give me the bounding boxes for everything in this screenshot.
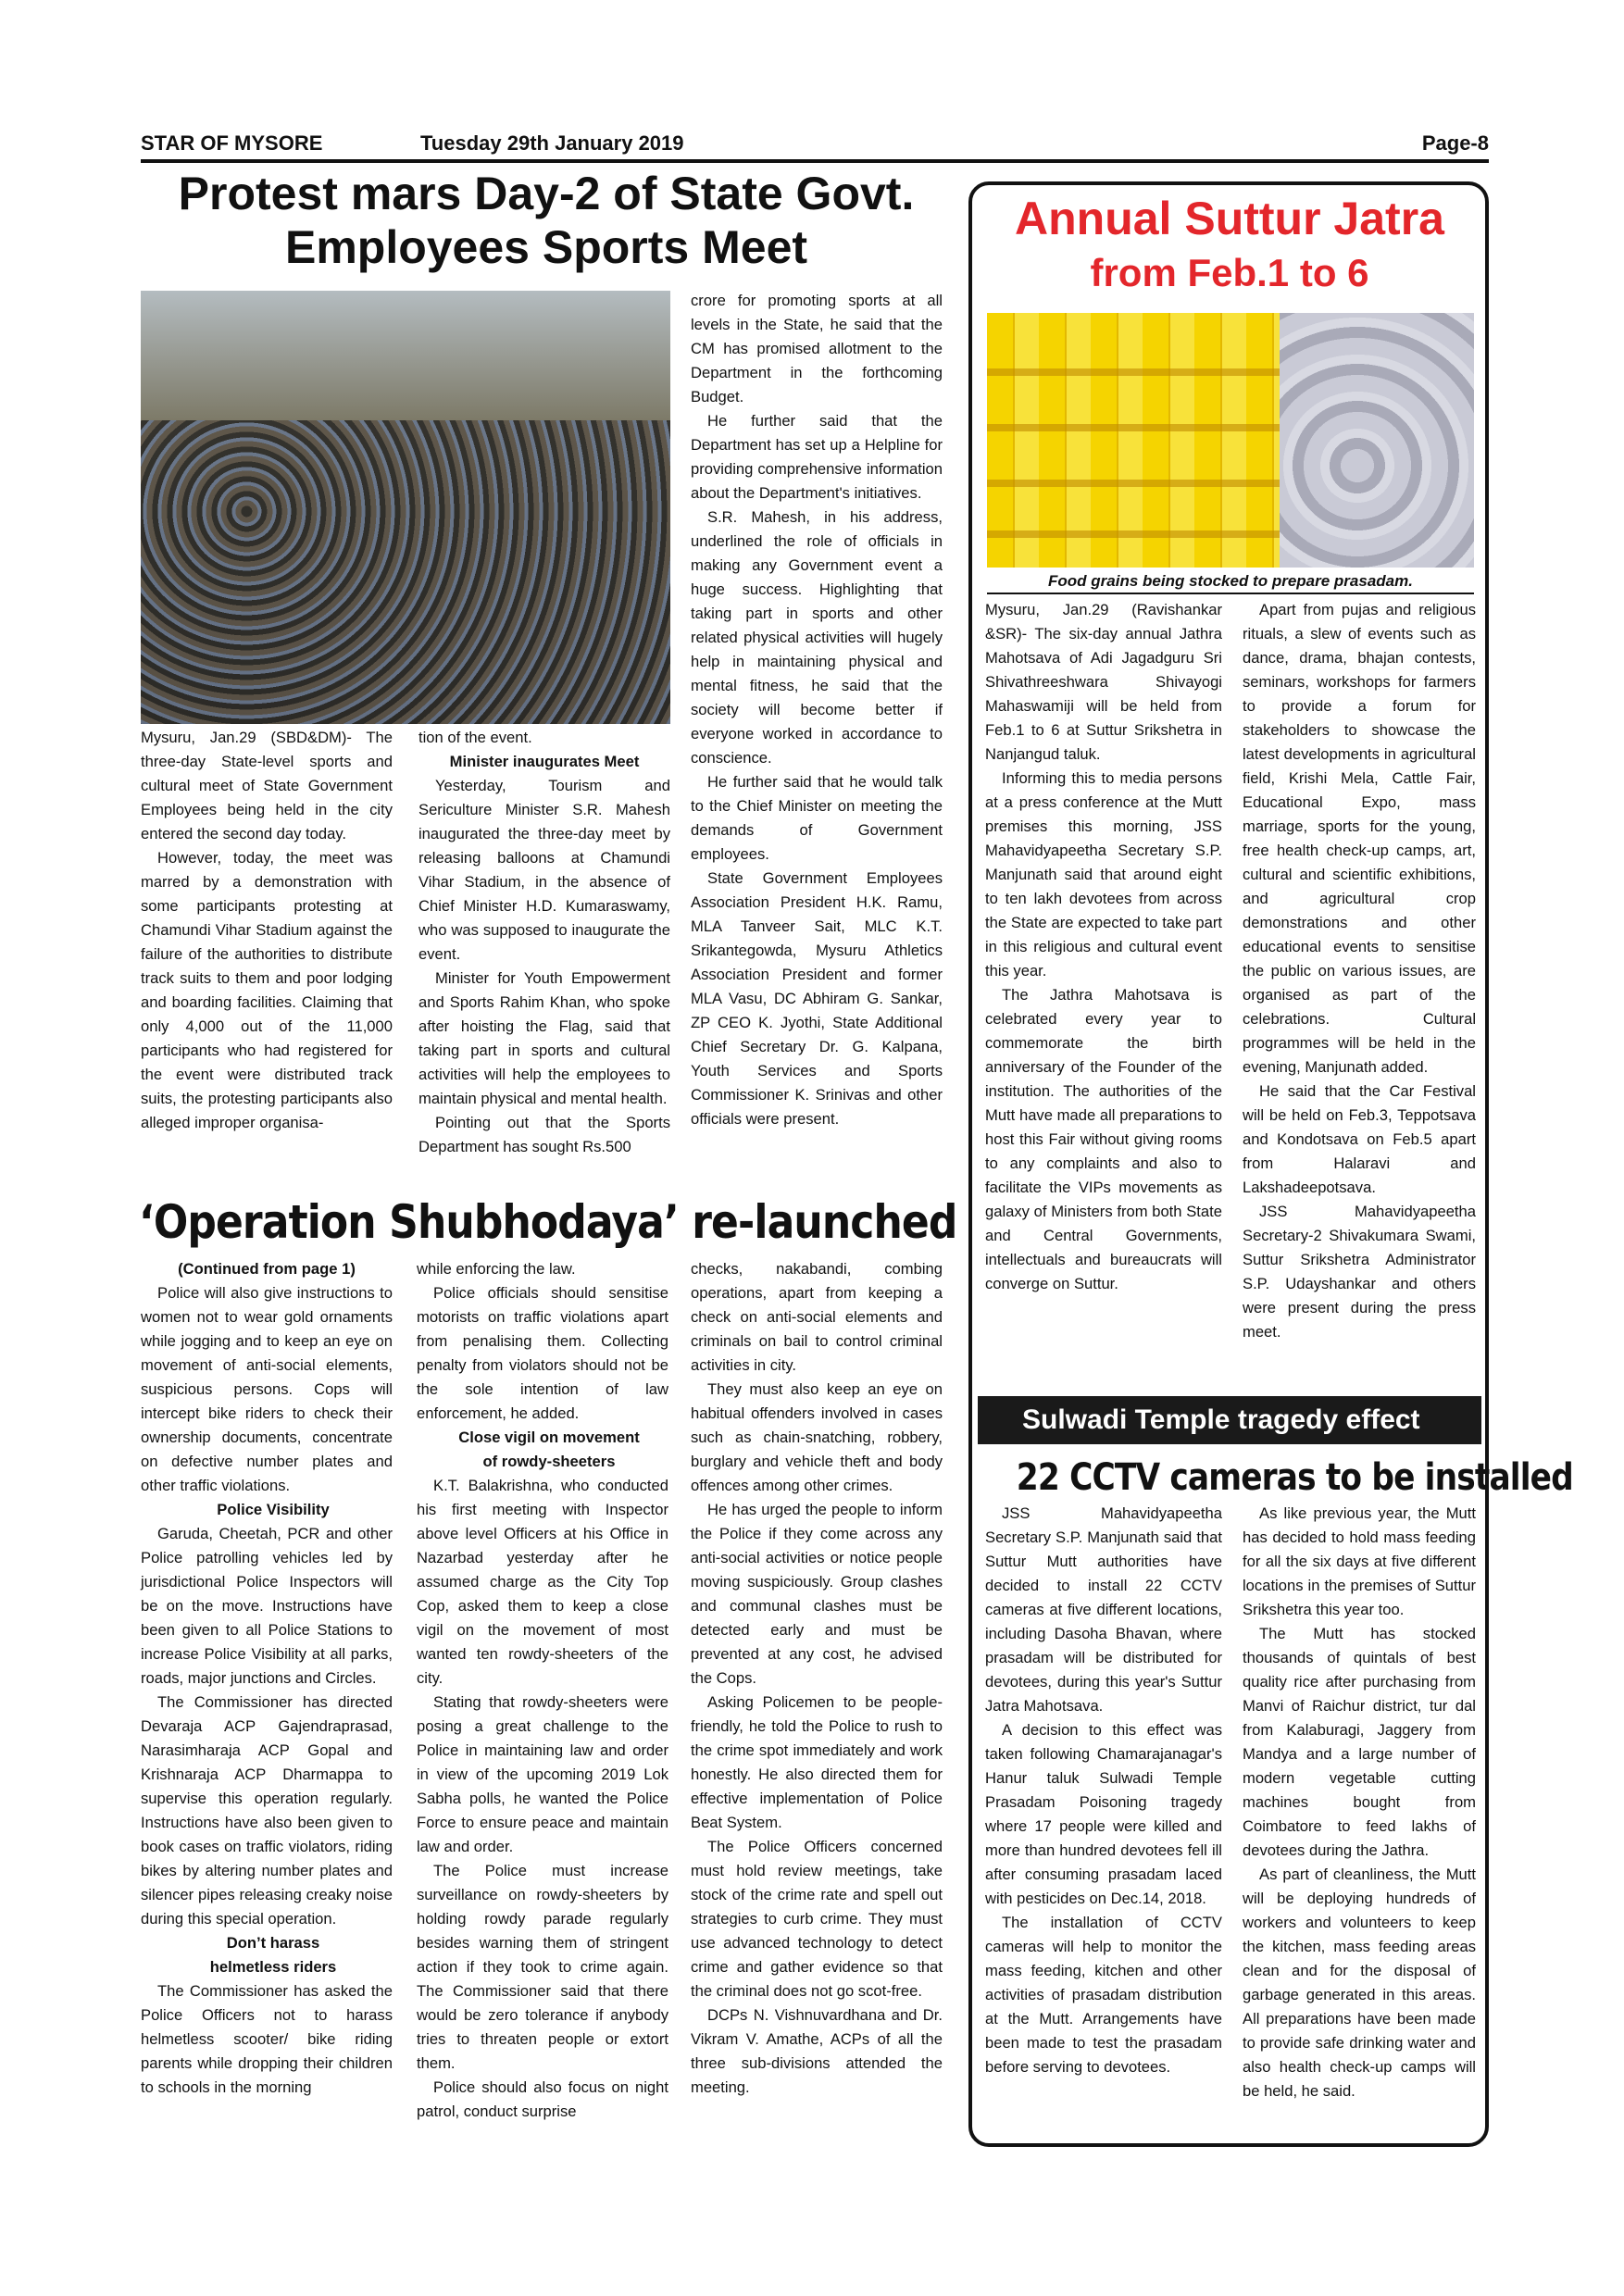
story1-column-2	[418, 726, 670, 1159]
story3-c2-p3: JSS Mahavidyapeetha Secretary-2 Shivakumara Swami, Suttur Srikshetra Administrator S.P. Udayshankar and others were present during the press meet.	[1243, 1203, 1476, 1341]
story3-column-2	[1243, 598, 1476, 1344]
story3-subheadline: from Feb.1 to 6	[1090, 251, 1369, 294]
story2-c2-p1: Police officials should sensitise motorists on traffic violations apart from penalising them. Collecting penalty from violators should not be the sole intention of law enforcement, he added.	[417, 1284, 668, 1422]
story2-column-3	[691, 1257, 943, 2100]
story2-c3-p4: The Police Officers concerned must hold review meetings, take stock of the crime rate and spell out strategies to curb crime. They must use advanced technology to detect crime and gather evidence so that the criminal does not go scot-free.	[691, 1838, 943, 2000]
story2-c1-p4: The Commissioner has asked the Police Officers not to harass helmetless scooter/ bike riding parents while dropping their children to schools in the morning	[141, 1982, 393, 2096]
story2-sub-police-visibility: Police Visibility	[217, 1501, 330, 1518]
sports-meet-protest-photo	[141, 291, 670, 724]
story2-sub-dont-harass: Don’t harass	[226, 1934, 320, 1952]
story3-column-1	[985, 598, 1222, 1296]
paper-name: STAR OF MYSORE	[141, 131, 323, 155]
story2-c2-p3: Stating that rowdy-sheeters were posing a great challenge to the Police in maintaining law and order in view of the upcoming 2019 Lok Sabha polls, he wanted the Police Force to ensure peace and maintain law and order.	[417, 1693, 668, 1855]
story2-column-1	[141, 1257, 393, 2100]
story1-c2-p1: Yesterday, Tourism and Sericulture Minister S.R. Mahesh inaugurated the three-day meet by releasing balloons at Chamundi Vihar Stadium, in the absence of Chief Minister H.D. Kumaraswamy, who was supposed to inaugurate the event.	[418, 777, 670, 963]
story2-sub-helmetless: helmetless riders	[209, 1958, 337, 1976]
story1-c3-p4: State Government Employees Association President H.K. Ramu, MLA Tanveer Sait, MLC K.T. Srikantegowda, Mysuru Athletics Association President and former MLA Vasu, DC Abhiram G. Sankar, ZP CEO K. Jyothi, State Additional Chief Secretary Dr. G. Kalpana, Youth Services and Sports Commissioner K. Srinivas and other officials were present.	[691, 869, 943, 1128]
story2-c3-p3: Asking Policemen to be people-friendly, he told the Police to rush to the crime spot immediately and work honestly. He also directed them for effective implementation of Police Beat System.	[691, 1693, 943, 1831]
story2-continued: (Continued from page 1)	[178, 1260, 356, 1278]
story4-column-1	[985, 1502, 1222, 2079]
story2-sub-close-vigil: Close vigil on movement	[458, 1429, 640, 1446]
story4-c2-p2: The Mutt has stocked thousands of quintals of best quality rice after purchasing from Manvi of Raichur district, tur dal from Kalaburagi, Jaggery from Mandya and a large number of modern vegetable cutting machines bought from Coimbatore to feed lakhs of devotees during the Jathra.	[1243, 1625, 1476, 1859]
story2-c1-p2: Garuda, Cheetah, PCR and other Police patrolling vehicles led by jurisdictional Police Inspectors will be on the move. Instructions have been given to all Police Stations to increase Police Visibility at all parks, roads, major junctions and Circles.	[141, 1525, 393, 1687]
page-number: Page-8	[1421, 131, 1489, 155]
story4-c2-p3: As part of cleanliness, the Mutt will be deploying hundreds of workers and volunteers to keep the kitchen, mass feeding areas clean and for the disposal of garbage generated in this areas. All preparations have been made to provide safe drinking water and also health check-up camps will be held, he said.	[1243, 1866, 1476, 2100]
story3-c2-p1: Apart from pujas and religious rituals, a slew of events such as dance, drama, bhajan contests, seminars, workshops for farmers to provide a forum for stakeholders to showcase the latest developments in agricultural field, Krishi Mela, Cattle Fair, Educational Expo, mass marriage, sports for the young, free health check-up camps, art, cultural and scientific exhibitions, and agricultural crop demonstrations and other educational events to sensitise the public on various issues, are organised as part of the celebrations. Cultural programmes will be held in the evening, Manjunath added.	[1243, 601, 1476, 1076]
story2-c1-p1: Police will also give instructions to women not to wear gold ornaments while jogging and to keep an eye on movement of anti-social elements, suspicious persons. Cops will intercept bike riders to check their ownership documents, concentrate on defective number plates and other traffic violations.	[141, 1284, 393, 1494]
story1-c3-p1: He further said that the Department has set up a Helpline for providing comprehensive information about the Department's initiatives.	[691, 412, 943, 502]
masthead	[141, 131, 1489, 159]
story1-column-1	[141, 726, 393, 1135]
story1-c2-lead: tion of the event.	[418, 729, 532, 746]
story1-c3-lead: crore for promoting sports at all levels in the State, he said that the CM has promised allotment to the Department in the forthcoming Budget.	[691, 292, 943, 406]
story2-c1-p3: The Commissioner has directed Devaraja ACP Gajendraprasad, Narasimharaja ACP Gopal and Krishnaraja ACP Dharmappa to supervise this operation regularly. Instructions have also been given to book cases on traffic violators, riding bikes by altering number plates and silencer pipes releasing creaky noise during this special operation.	[141, 1693, 393, 1928]
story4-c2-p1: As like previous year, the Mutt has decided to hold mass feeding for all the six days at five different locations in the premises of Suttur Srikshetra this year too.	[1243, 1504, 1476, 1618]
story1-c2-p3: Pointing out that the Sports Department has sought Rs.500	[418, 1114, 670, 1155]
story2-column-2	[417, 1257, 668, 2124]
sulwadi-banner: Sulwadi Temple tragedy effect	[978, 1396, 1481, 1444]
story1-headline: Protest mars Day-2 of State Govt. Employees Sports Meet	[178, 168, 915, 273]
story1-c2-p2: Minister for Youth Empowerment and Sports Rahim Khan, who spoke after hoisting the Flag, said that taking part in sports and cultural activities will help the employees to maintain physical and mental health.	[418, 969, 670, 1107]
story2-c3-p2: He has urged the people to inform the Police if they come across any anti-social activities or notice people moving suspiciously. Group clashes and communal clashes must be detected early and must be prevented at any cost, he advised the Cops.	[691, 1501, 943, 1687]
story2-c3-p5: DCPs N. Vishnuvardhana and Dr. Vikram V. Amathe, ACPs of all the three sub-divisions attended the meeting.	[691, 2006, 943, 2096]
story2-c2-p5: Police should also focus on night patrol, conduct surprise	[417, 2078, 668, 2120]
story1-c3-p2: S.R. Mahesh, in his address, underlined the role of officials in making any Government event a huge success. Highlighting that taking part in sports and other related physical activities will hugely help in maintaining physical and mental fitness, he said that the society will become better if everyone worked in accordance to conscience.	[691, 508, 943, 767]
story4-c1-p2: A decision to this effect was taken following Chamarajanagar's Hanur taluk Sulwadi Temple Prasadam Poisoning tragedy where 17 people were killed and more than hundred devotees fell ill after consuming prasadam laced with pesticides on Dec.14, 2018.	[985, 1721, 1222, 1907]
story2-c2-p4: The Police must increase surveillance on rowdy-sheeters by holding rowdy parade regularly besides warning them of stringent action if they took to crime again. The Commissioner said that there would be zero tolerance if anybody tries to threaten people or extort them.	[417, 1862, 668, 2072]
story2-c3-p1: They must also keep an eye on habitual offenders involved in cases such as chain-snatching, robbery, burglary and vehicle theft and body offences among other crimes.	[691, 1380, 943, 1494]
story3-c2-p2: He said that the Car Festival will be held on Feb.3, Teppotsava and Kondotsava on Feb.5 apart from Halaravi and Lakshadeepotsava.	[1243, 1082, 1476, 1196]
story2-c3-lead: checks, nakabandi, combing operations, apart from keeping a check on anti-social elements and criminals on bail to control criminal activities in city.	[691, 1260, 943, 1374]
story2-sub-rowdy-sheeters: of rowdy-sheeters	[482, 1453, 616, 1470]
issue-date: Tuesday 29th January 2019	[420, 131, 684, 155]
story1-c3-p3: He further said that he would talk to the Chief Minister on meeting the demands of Government employees.	[691, 773, 943, 863]
story3-c1-p3: The Jathra Mahotsava is celebrated every year to commemorate the birth anniversary of the Founder of the institution. The authorities of the Mutt have made all preparations to host this Fair without giving rooms to any complaints and also to facilitate the VIPs movements as galaxy of Ministers from both State and Central Governments, intellectuals and bureaucrats will converge on Suttur.	[985, 986, 1222, 1292]
story4-column-2	[1243, 1502, 1476, 2103]
story3-c1-p1: Mysuru, Jan.29 (Ravishankar &SR)- The six-day annual Jathra Mahotsava of Adi Jagadguru Sri Shivathreeshwara Shivayogi Mahaswamiji will be held from Feb.1 to 6 at Suttur Srikshetra in Nanjangud taluk.	[985, 601, 1222, 763]
story1-c1-p1: Mysuru, Jan.29 (SBD&DM)- The three-day State-level sports and cultural meet of State Government Employees being held in the city entered the second day today.	[141, 729, 393, 842]
caption-rule	[987, 593, 1474, 594]
masthead-rule	[141, 159, 1489, 163]
story3-c1-p2: Informing this to media persons at a press conference at the Mutt premises this morning, JSS Mahavidyapeetha Secretary S.P. Manjunath said that around eight to ten lakh devotees from across the State are expected to take part in this religious and cultural event this year.	[985, 769, 1222, 980]
photo-caption: Food grains being stocked to prepare prasadam.	[1048, 572, 1413, 590]
story4-headline: 22 CCTV cameras to be installed	[1016, 1456, 1573, 1499]
story2-headline: ‘Operation Shubhodaya’ re-launched	[139, 1195, 957, 1249]
story2-c2-p2: K.T. Balakrishna, who conducted his first meeting with Inspector above level Officers at his Office in Nazarbad yesterday after he assumed charge as the City Top Cop, asked them to keep a close vigil on the movement of most wanted ten rowdy-sheeters of the city.	[417, 1477, 668, 1687]
story4-c1-p3: The installation of CCTV cameras will help to monitor the mass feeding, kitchen and other activities of prasadam distribution at the Mutt. Arrangements have been made to test the prasadam before serving to devotees.	[985, 1914, 1222, 2076]
story4-c1-p1: JSS Mahavidyapeetha Secretary S.P. Manjunath said that Suttur Mutt authorities have decided to install 22 CCTV cameras at five different locations, including Dasoha Bhavan, where prasadam will be distributed for devotees, during this year's Suttur Jatra Mahotsava.	[985, 1504, 1222, 1715]
story1-c1-p2: However, today, the meet was marred by a demonstration with some participants protesting at Chamundi Vihar Stadium against the failure of the authorities to distribute track suits to them and poor lodging and boarding facilities. Claiming that only 4,000 out of the 11,000 participants who had registered for the event were distributed track suits, the protesting participants also alleged improper organisa-	[141, 849, 393, 1131]
story2-c2-lead: while enforcing the law.	[417, 1260, 576, 1278]
story1-subheading: Minister inaugurates Meet	[449, 753, 640, 770]
story1-column-3	[691, 289, 943, 1131]
story3-headline: Annual Suttur Jatra	[1015, 193, 1444, 244]
food-grains-photo	[987, 313, 1474, 568]
